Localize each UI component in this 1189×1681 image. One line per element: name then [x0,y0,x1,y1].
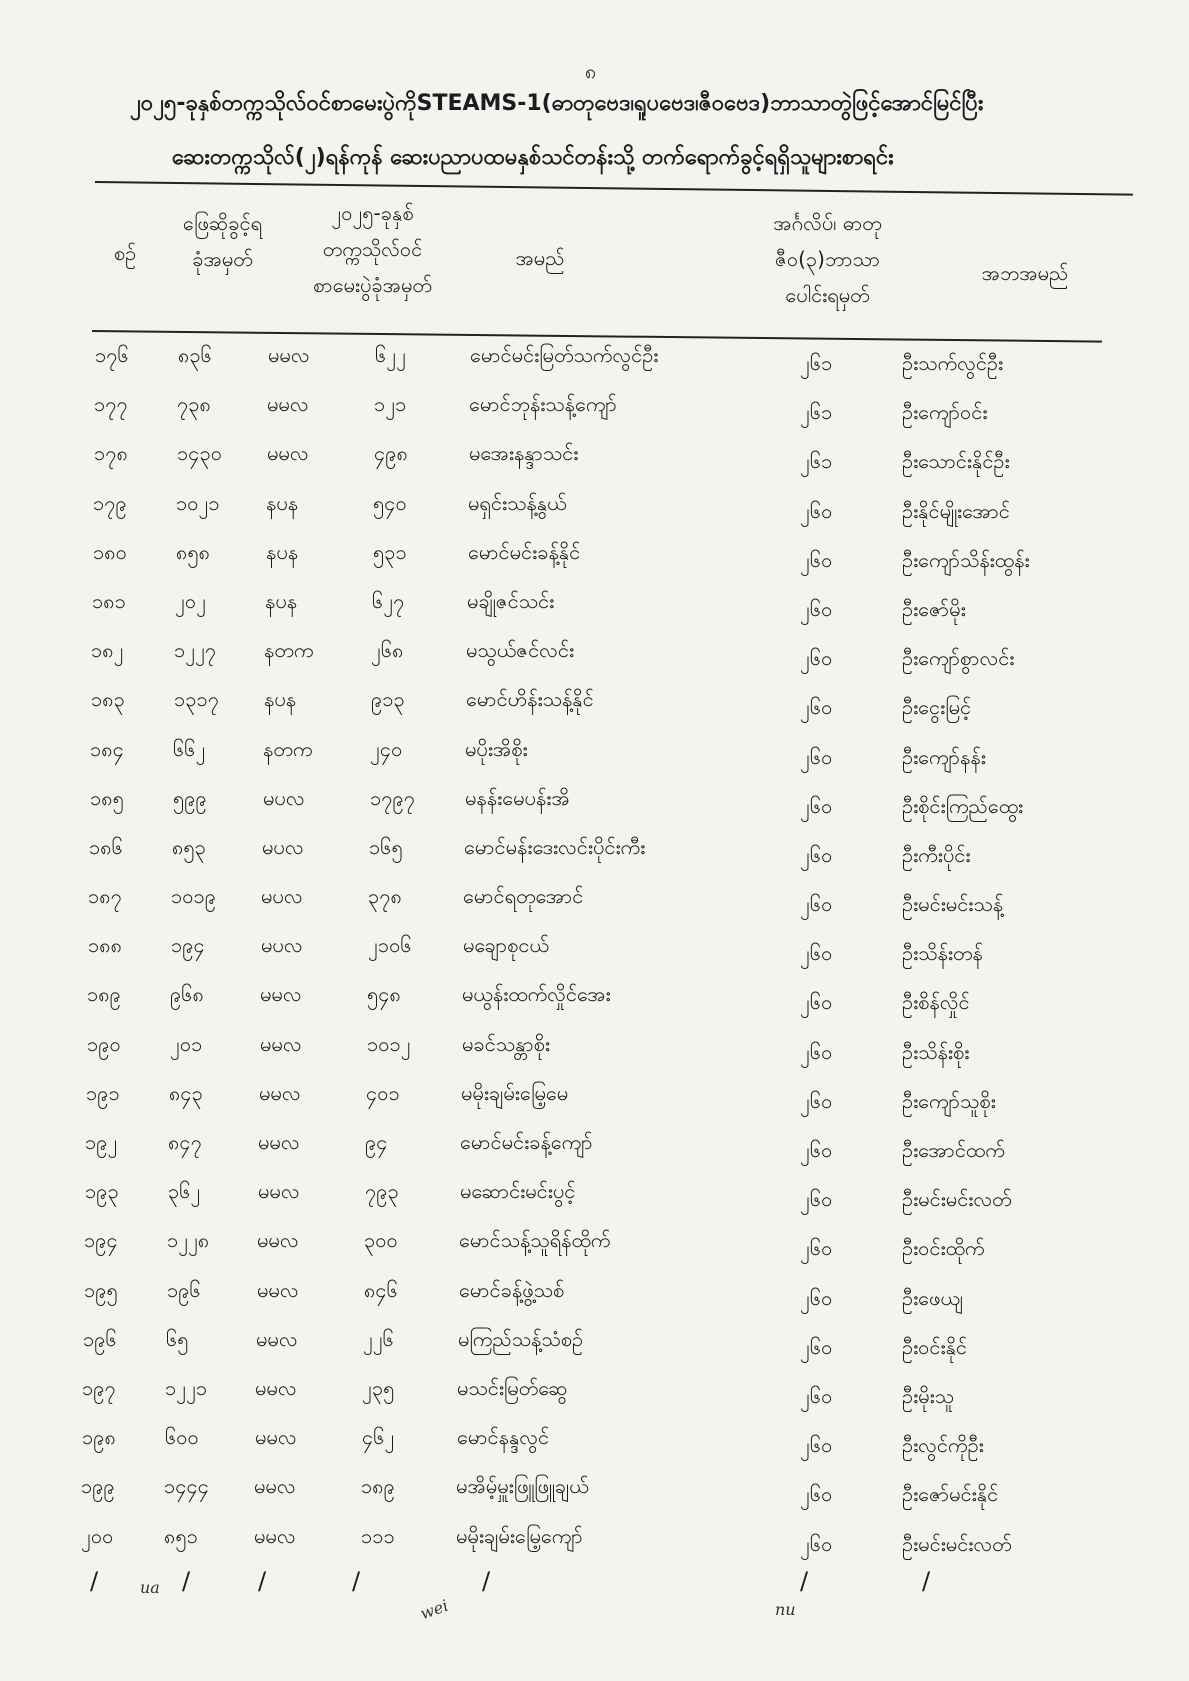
cell-center: နပန [266,490,299,515]
cell-seat: ၁၄၃၀ [177,441,222,466]
cell-serial: ၁၈၀ [93,539,127,564]
cell-center: နပန [265,588,298,613]
cell-father: ဦးကီးပိုင်း [902,842,971,867]
cell-serial: ၁၈၂ [91,638,124,663]
header-seat-line-1: ဖြေဆိုခွင့်ရ [182,211,263,235]
cell-regno: ၁၀၁၂ [367,1031,411,1056]
cell-father: ဦးနိုင်မျိုးအောင် [902,498,1010,523]
cell-father: ဦးသက်လွင်ဦး [902,351,1004,375]
cell-regno: ၁၁၁ [361,1523,395,1548]
table-row [0,680,1189,729]
cell-seat: ၂၀၁ [170,1031,203,1056]
header-marks-line-2: ဇီဝ(၃)ဘာသာ [774,247,881,271]
cell-father: ဦးမင်းမင်းလတ် [902,1531,1012,1556]
end-of-list-marks [0,1567,1189,1607]
cell-father: ဦးအောင်ထက် [902,1138,1005,1162]
cell-serial: ၁၉၄ [84,1228,118,1253]
cell-marks: ၂၆၀ [800,646,833,671]
table-row [0,1517,1189,1566]
cell-name: မောင်နန္ဒလွင် [457,1425,550,1450]
table-row [0,336,1189,385]
cell-seat: ၅၉၉ [173,785,207,810]
cell-seat: ၆၅ [166,1326,189,1351]
cell-regno: ၁၆၅ [369,834,403,859]
table-row [0,730,1189,779]
cell-serial: ၁၉၁ [86,1080,120,1105]
cell-regno: ၂၁၀၆ [368,933,412,958]
cell-marks: ၂၆၀ [800,1285,833,1310]
cell-marks: ၂၆၀ [800,498,833,523]
cell-serial: ၁၉၈ [82,1425,116,1450]
cell-name: မောင်ဟိန်းသန့်နိုင် [466,687,594,712]
cell-center: မမလ [267,441,309,466]
end-mark: / [482,1567,491,1595]
cell-marks: ၂၆၀ [800,596,833,621]
cell-center: မမလ [255,1425,297,1450]
cell-name: မသွယ်ဇင်လင်း [466,638,575,663]
cell-seat: ၁၉၄ [171,933,205,958]
cell-marks: ၂၆၀ [800,892,833,917]
cell-name: မခင်သန္တာစိုး [462,1031,550,1056]
cell-serial: ၁၈၃ [91,687,125,712]
table-top-rule [95,181,1133,196]
header-seat-line-2: ခုံအမှတ် [192,247,253,271]
cell-regno: ၅၃၁ [373,539,407,564]
cell-father: ဦးသောင်းနိုင်ဦး [902,449,1010,474]
cell-father: ဦးမင်းမင်းသန့် [902,892,1004,917]
cell-regno: ၃၇၈ [368,884,402,909]
cell-serial: ၁၈၇ [88,884,122,909]
document-title-line-1: ၂၀၂၅-ခုနှစ်တက္ကသိုလ်ဝင်စာမေးပွဲကိုSTEAMS-1(ဓာတုဗေဒ၊ရူပဗေဒ၊ဇီဝဗေဒ)ဘာသာတွဲဖြင့်အောင်မြင်ပြီး [130,91,984,116]
cell-seat: ၈၅၈ [176,539,211,564]
cell-regno: ၆၂၂ [375,343,406,367]
cell-name: မသင်းမြတ်ဆွေ [457,1375,568,1400]
cell-father: ဦးမင်းမင်းလတ် [902,1187,1012,1212]
table-row [0,1271,1189,1320]
cell-serial: ၁၈၉ [87,982,121,1007]
cell-marks: ၂၆၀ [800,842,833,867]
cell-regno: ၂၄၀ [370,736,403,761]
cell-regno: ၅၄၈ [367,982,401,1007]
cell-serial: ၁၉၆ [83,1326,117,1351]
handwritten-signature: wei [417,1595,451,1624]
header-father-name [955,255,1095,291]
cell-marks: ၂၆၀ [800,1039,833,1064]
cell-father: ဦးစိန်လှိုင် [902,990,970,1015]
cell-regno: ၃၀၀ [364,1228,398,1253]
cell-name: မမိုးချမ်းမြေ့မေ [461,1080,569,1105]
cell-center: မပလ [263,785,305,810]
end-mark: / [800,1567,809,1595]
cell-marks: ၂၆၀ [800,1531,833,1556]
end-mark: / [922,1567,931,1595]
cell-center: မမလ [257,1228,299,1253]
table-row [0,926,1189,975]
cell-seat: ၂၀၂ [175,588,206,613]
cell-serial: ၁၇၇ [94,392,128,417]
cell-regno: ၂၂၆ [363,1326,394,1351]
cell-center: နပန [264,687,297,712]
cell-seat: ၈၄၇ [168,1130,202,1154]
cell-center: မမလ [260,982,302,1007]
cell-regno: ၅၄၀ [373,490,407,515]
document-title-line-2: ဆေးတက္ကသိုလ်(၂)ရန်ကုန် ဆေးပညာပထမနှစ်သင်တန်းသို့ တက်ရောက်ခွင့်ရရှိသူများစာရင်း [172,145,894,170]
cell-regno: ၂၆၈ [371,638,404,663]
cell-marks: ၂၆၀ [800,1482,833,1507]
cell-center: မမလ [259,1080,301,1105]
header-name [480,240,600,276]
cell-serial: ၁၉၃ [85,1179,119,1204]
table-row [0,877,1189,926]
cell-serial: ၁၈၄ [90,736,124,761]
cell-serial: ၁၈၁ [92,588,126,613]
table-row [0,1320,1189,1369]
cell-marks: ၂၆၀ [800,1433,833,1458]
cell-marks: ၂၆၀ [800,695,833,720]
cell-name: မပိုးအိစိုး [465,736,528,761]
header-marks [745,205,910,313]
cell-seat: ၁၂၂၈ [167,1228,210,1253]
table-row [0,975,1189,1024]
cell-name: မမိုးချမ်းမြေ့ကျော် [456,1523,583,1548]
cell-serial: ၁၉၀ [87,1031,121,1056]
cell-father: ဦးဇော်မင်းနိုင် [902,1482,999,1507]
cell-seat: ၈၅၁ [164,1523,198,1548]
cell-regno: ၂၃၅ [362,1375,395,1400]
cell-serial: ၁၉၂ [85,1130,118,1154]
cell-marks: ၂၆၀ [800,1088,833,1113]
cell-center: မပလ [262,834,304,859]
cell-marks: ၂၆၀ [800,1236,833,1261]
cell-center: မပလ [261,884,303,909]
cell-name: မနန်းမေပန်းအိ [465,785,570,810]
cell-father: ဦးဝင်းထိုက် [902,1236,985,1261]
cell-name: မောင်မင်းခန့်နိုင် [468,539,581,564]
cell-center: မမလ [257,1277,299,1302]
cell-regno: ၁၂၁ [374,392,407,417]
header-matric-number [285,195,460,303]
cell-marks: ၂၆၀ [800,941,833,966]
table-row [0,1467,1189,1516]
cell-name: မောင်ခန့်ဖွဲ့သစ် [459,1277,565,1302]
cell-serial: ၁၉၉ [81,1474,115,1499]
cell-center: မမလ [255,1375,297,1400]
cell-regno: ၁၇၉၇ [370,785,415,810]
cell-marks: ၂၆၁ [800,400,833,425]
table-row [0,1369,1189,1418]
cell-serial: ၁၇၉ [93,490,127,515]
cell-father: ဦးမိုးသူ [902,1383,955,1408]
cell-regno: ၇၉၃ [365,1179,399,1204]
cell-name: မချောစုငယ် [463,933,549,958]
header-matric-line-3: စာမေးပွဲခုံအမှတ် [313,273,432,297]
cell-father: ဦးသိန်းတန် [902,941,983,966]
cell-center: မမလ [260,1031,302,1056]
handwritten-initials: nu [775,1600,796,1619]
cell-serial: ၂၀၀ [81,1523,114,1548]
cell-marks: ၂၆၀ [800,1138,833,1162]
cell-name: မောင်ဘုန်းသန့်ကျော် [469,392,617,417]
cell-father: ဦးလွင်ကိုဦး [902,1433,984,1458]
cell-regno: ၄၉၈ [374,441,408,466]
cell-regno: ၉၄ [365,1130,388,1154]
end-mark: / [182,1567,191,1595]
table-row [0,779,1189,828]
cell-father: ဦးဇော်မိုး [902,596,966,621]
cell-name: မောင်မင်းခန့်ကျော် [460,1130,593,1154]
cell-name: မရှင်းသန့်နွယ် [468,490,567,515]
cell-name: မဆောင်းမင်းပွင့် [460,1179,576,1204]
table-body [0,336,1189,1566]
table-row [0,1418,1189,1467]
cell-father: ဦးကျော်နန်း [902,744,986,769]
cell-serial: ၁၇၈ [94,441,128,466]
cell-seat: ၈၄၃ [169,1080,203,1105]
cell-name: မောင်မန်းဒေးလင်းပိုင်းကီး [464,834,646,859]
cell-father: ဦးကျော်ဝင်း [902,400,988,425]
table-row [0,434,1189,483]
header-matric-line-2: တက္ကသိုလ်ဝင် [322,237,423,261]
cell-center: နတက [264,638,314,663]
table-row [0,1074,1189,1123]
cell-serial: ၁၈၈ [88,933,123,958]
cell-serial: ၁၉၇ [82,1375,116,1400]
cell-name: မောင်သန့်သူရိန်ထိုက် [459,1228,611,1253]
cell-serial: ၁၉၅ [84,1277,118,1302]
cell-center: မမလ [254,1474,296,1499]
cell-father: ဦးစိုင်းကြည်ထွေး [902,793,1024,818]
cell-seat: ၉၆၈ [170,982,204,1007]
header-serial [100,235,150,271]
cell-regno: ၄၆၂ [362,1425,395,1450]
cell-center: မမလ [268,343,310,367]
cell-center: မပလ [261,933,303,958]
end-mark: / [90,1567,99,1595]
cell-center: နတက [263,736,313,761]
header-serial-text: စဉ် [113,241,137,265]
cell-regno: ၉၁၃ [371,687,405,712]
cell-father: ဦးဝင်းနိုင် [902,1334,967,1359]
cell-seat: ၈၃၆ [178,343,212,367]
header-marks-line-1: အင်္ဂလိပ်၊ ဓာတု [773,211,882,235]
header-name-text: အမည် [515,246,565,270]
end-mark: / [258,1567,267,1595]
table-row [0,533,1189,582]
header-seat-number [165,205,280,277]
table-row [0,582,1189,631]
end-mark: / [352,1567,361,1595]
cell-center: နပန [266,539,299,564]
cell-seat: ၆၆၂ [173,736,206,761]
cell-center: မမလ [258,1179,300,1204]
cell-marks: ၂၆၁ [800,351,833,375]
cell-seat: ၁၂၂၇ [174,638,217,663]
cell-regno: ၁၈၉ [361,1474,395,1499]
cell-seat: ၆၀၀ [165,1425,199,1450]
table-row [0,1221,1189,1270]
table-row [0,1172,1189,1221]
page-number: ၈ [585,59,597,83]
cell-name: မချိုဇင်သင်း [467,588,555,613]
cell-seat: ၃၆၂ [168,1179,201,1204]
cell-seat: ၁၉၆ [167,1277,201,1302]
cell-father: ဦးဖေယျ [902,1285,964,1310]
header-matric-line-1: ၂၀၂၅-ခုနှစ် [331,201,414,225]
table-row [0,631,1189,680]
cell-name: မောင်ရတုအောင် [463,884,584,909]
cell-father: ဦးသိန်းစိုး [902,1039,970,1064]
cell-marks: ၂၆၀ [800,1334,833,1359]
table-row [0,828,1189,877]
cell-marks: ၂၆၀ [800,547,833,572]
cell-marks: ၂၆၀ [800,793,833,818]
cell-center: မမလ [256,1326,298,1351]
cell-seat: ၈၅၃ [172,834,206,859]
cell-seat: ၁၀၁၉ [171,884,216,909]
cell-marks: ၂၆၀ [800,744,833,769]
cell-seat: ၇၃၈ [177,392,211,417]
table-row [0,385,1189,434]
cell-name: မောင်မင်းမြတ်သက်လွင်ဦး [470,343,659,367]
header-father-text: အဘအမည် [981,261,1069,285]
cell-serial: ၁၈၅ [90,785,124,810]
cell-name: မအေးနန္ဒာသင်း [469,441,579,466]
cell-seat: ၁၂၂၁ [165,1375,208,1400]
cell-marks: ၂၆၀ [800,1187,833,1212]
cell-marks: ၂၆၁ [800,449,833,474]
cell-center: မမလ [258,1130,300,1154]
table-row [0,484,1189,533]
cell-name: မယွန်းထက်လှိုင်အေး [462,982,611,1007]
cell-seat: ၁၄၄၄ [164,1474,209,1499]
cell-serial: ၁၈၆ [89,834,123,859]
cell-marks: ၂၆၀ [800,1383,833,1408]
header-marks-line-3: ပေါင်းရမှတ် [785,283,870,307]
cell-regno: ၈၄၆ [364,1277,398,1302]
table-row [0,1123,1189,1172]
table-row [0,1025,1189,1074]
cell-name: မကြည်သန့်သံစဉ် [458,1326,584,1351]
handwritten-mark: ua [140,1578,160,1597]
cell-regno: ၆၂၇ [372,588,405,613]
cell-name: မအိမ့်မှူးဖြူဖြူချယ် [456,1474,589,1499]
cell-seat: ၁၀၂၁ [176,490,220,515]
cell-seat: ၁၃၁၇ [174,687,219,712]
cell-center: မမလ [254,1523,296,1548]
cell-father: ဦးကျော်သူစိုး [902,1088,996,1113]
cell-center: မမလ [267,392,309,417]
cell-marks: ၂၆၀ [800,990,833,1015]
cell-father: ဦးကျော်စွာလင်း [902,646,1015,671]
cell-regno: ၄၀၁ [366,1080,400,1105]
cell-father: ဦးကျော်သိန်းထွန်း [902,547,1030,572]
cell-serial: ၁၇၆ [95,343,129,367]
cell-father: ဦးငွေးမြင့် [902,695,972,720]
